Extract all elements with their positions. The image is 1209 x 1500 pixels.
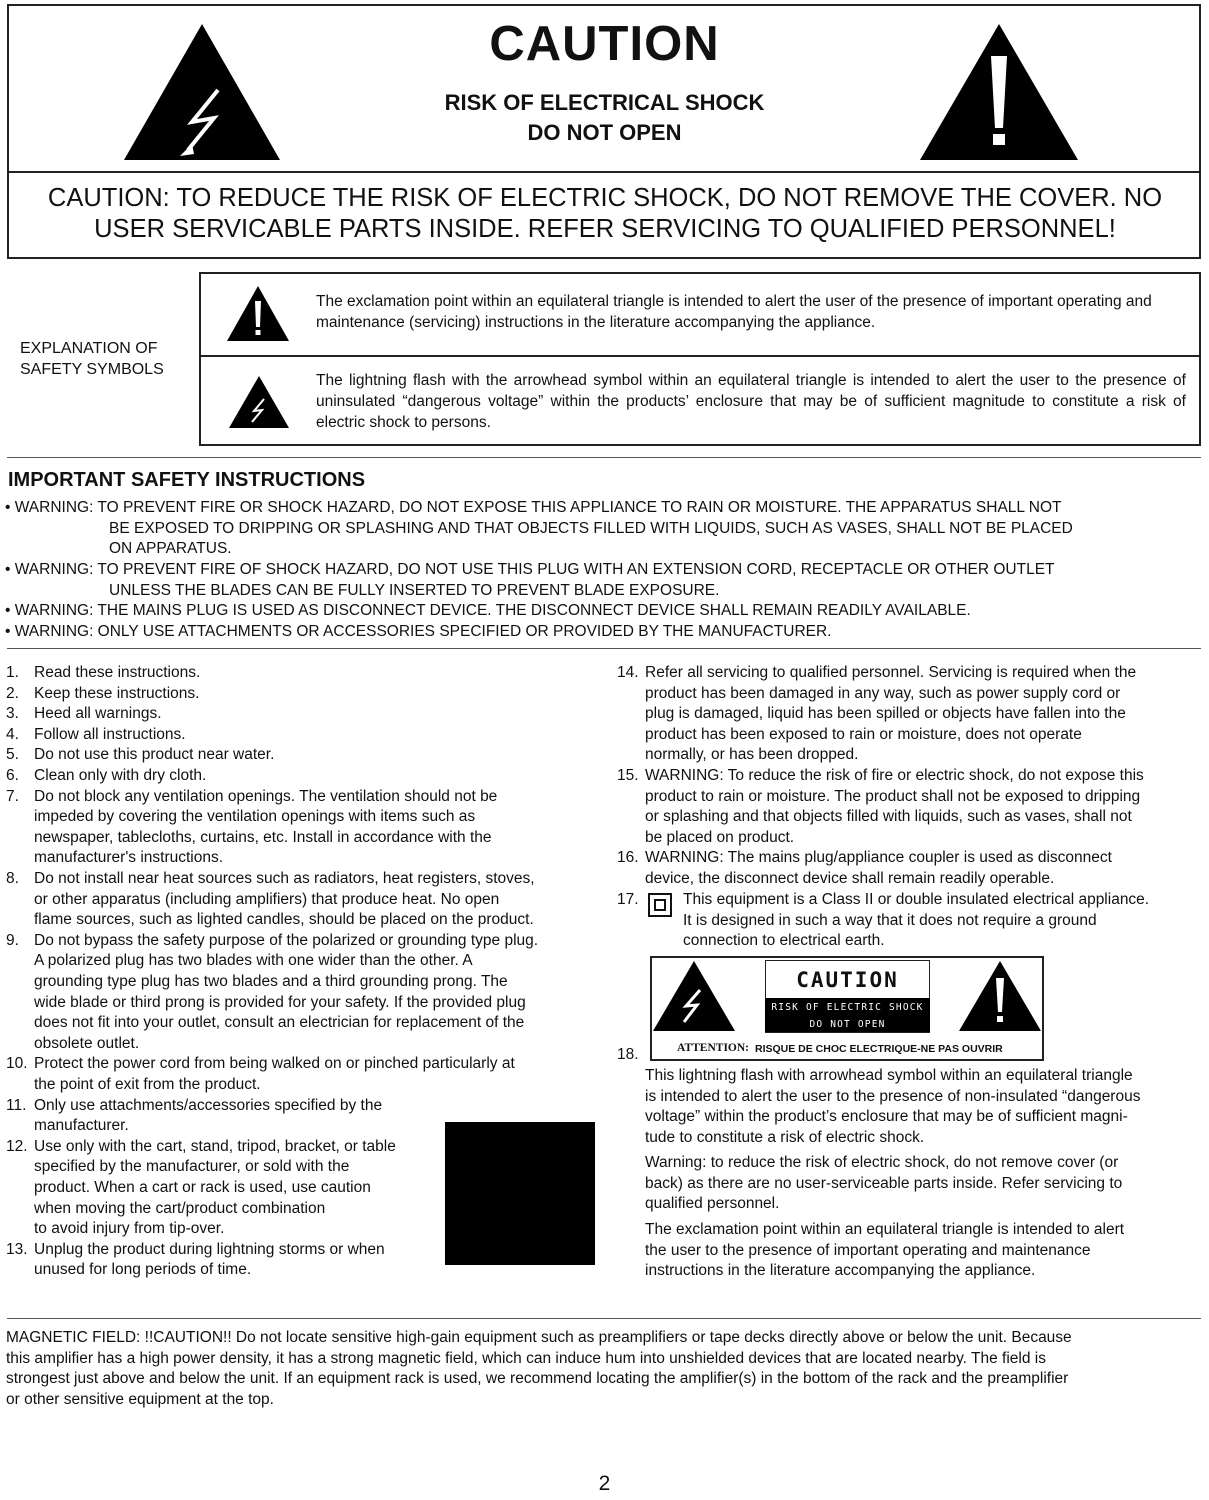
instruction-line: Follow all instructions. (34, 725, 186, 743)
warning-item: • WARNING: TO PREVENT FIRE OR SHOCK HAZARD, DO NOT EXPOSE THIS APPLIANCE TO RAIN OR MOISTURE. THE APPARATUS SHALL NOT BE EXPOSED TO DRIPPING OR SPLASHING AND THAT OBJECTS FILLED WITH LIQUIDS, SUCH AS VASES, SHALL NOT BE PLACED ON APPARATUS. (5, 499, 1073, 557)
safety-title: IMPORTANT SAFETY INSTRUCTIONS (8, 469, 366, 491)
instruction-line: Keep these instructions. (34, 684, 200, 702)
label-attention: ATTENTION: (677, 1042, 749, 1054)
instruction-line: plug is damaged, liquid has been spilled or objects have fallen into the (645, 705, 1126, 723)
cart-warning-image (445, 1122, 595, 1265)
instruction-line: Do not bypass the safety purpose of the polarized or grounding type plug. (34, 931, 539, 949)
instruction-line: grounding type plug has two blades and a third grounding prong. The (34, 972, 508, 990)
symbols-divider (199, 355, 1201, 357)
exclamation-explanation: The exclamation point within an equilateral triangle is intended to alert the user of the presence of important operating and maintenance (servicing) instructions in the literature accompanying the appliance. (316, 293, 1152, 331)
instruction-text (34, 1240, 385, 1281)
instruction-text (34, 1137, 396, 1240)
section-rule (7, 1318, 1201, 1319)
instruction-line: unused for long periods of time. (34, 1261, 252, 1279)
cover-warning (30, 183, 1180, 245)
caution-title: CAUTION (489, 17, 720, 71)
risk-line-1: RISK OF ELECTRICAL SHOCK (444, 90, 765, 115)
label-caution-text: CAUTION (796, 968, 899, 992)
item-18-number: 18. (617, 1046, 639, 1063)
instruction-text (34, 1054, 515, 1095)
instruction-line: Only use attachments/accessories specified by the (34, 1096, 383, 1114)
item-18-paragraph-3: The exclamation point within an equilateral triangle is intended to alert the user to the presence of important operating and maintenance instructions in the literature accompanying the appliance. (645, 1221, 1125, 1280)
instruction-number: 5. (6, 746, 19, 764)
instruction-line: product to rain or moisture. The product shall not be exposed to dripping (645, 787, 1141, 805)
item-18-paragraph-1: This lightning flash with arrowhead symbol within an equilateral triangle is intended to alert the user to the presence of non-insulated “dangerous voltage” within the product’s enclosure that may be of sufficient magni- tude to constitute a risk of electric shock. (645, 1067, 1141, 1146)
instruction-number: 12. (6, 1137, 28, 1155)
instruction-line: when moving the cart/product combination (34, 1199, 326, 1217)
instruction-line: Use only with the cart, stand, tripod, bracket, or table (34, 1137, 396, 1155)
page-number: 2 (598, 1472, 611, 1495)
warning-item: • WARNING: TO PREVENT FIRE OF SHOCK HAZARD, DO NOT USE THIS PLUG WITH AN EXTENSION CORD, RECEPTACLE OR OTHER OUTLET UNLESS THE BLADES CAN BE FULLY INSERTED TO PREVENT BLADE EXPOSURE. (5, 561, 1055, 599)
instruction-line: impeded by covering the ventilation openings with items such as (34, 808, 476, 826)
instruction-line: the point of exit from the product. (34, 1075, 261, 1093)
instruction-text (34, 725, 186, 746)
instruction-line: product. When a cart or rack is used, use caution (34, 1178, 371, 1196)
exclamation-triangle-icon (958, 960, 1042, 1032)
symbols-label (20, 338, 195, 380)
instruction-line: A polarized plug has two blades with one wider than the other. A (34, 952, 473, 970)
cover-warning-line: CAUTION: TO REDUCE THE RISK OF ELECTRIC SHOCK, DO NOT REMOVE THE COVER. NO (47, 184, 1163, 212)
instruction-line: manufacturer's instructions. (34, 849, 224, 867)
instruction-line: manufacturer. (34, 1117, 129, 1135)
instruction-text (645, 766, 1144, 848)
instruction-number: 11. (6, 1096, 27, 1114)
instruction-line: product has been damaged in any way, such as power supply cord or (645, 684, 1121, 702)
instruction-text (34, 869, 535, 931)
exclamation-triangle-icon (226, 285, 290, 342)
header-divider (7, 171, 1201, 173)
instruction-text (645, 663, 1136, 766)
instruction-text (34, 663, 200, 684)
instruction-line: does not fit into your outlet, consult an electrician for replacement of the (34, 1014, 525, 1032)
instruction-line: to avoid injury from tip-over. (34, 1220, 225, 1238)
warning-item: • WARNING: THE MAINS PLUG IS USED AS DISCONNECT DEVICE. THE DISCONNECT DEVICE SHALL REMAIN READILY AVAILABLE. (5, 602, 971, 619)
instruction-line: flame sources, such as lighted candles, should be placed on the product. (34, 911, 534, 929)
symbols-label-line: SAFETY SYMBOLS (20, 361, 164, 378)
instruction-line: or splashing and that objects filled with liquids, such as vases, shall not (645, 808, 1132, 826)
instruction-line: normally, or has been dropped. (645, 746, 859, 764)
instruction-number: 14. (617, 664, 639, 681)
label-attention-text: RISQUE DE CHOC ELECTRIQUE-NE PAS OUVRIR (755, 1043, 1003, 1055)
item-17-text: This equipment is a Class II or double insulated electrical appliance. It is designed in such a way that it does not require a ground connection to electrical earth. (683, 891, 1150, 950)
lightning-triangle-icon (228, 375, 290, 429)
instruction-line: product has been exposed to rain or moisture, does not operate (645, 725, 1082, 743)
instruction-line: device, the disconnect device shall remain readily operable. (645, 869, 1055, 887)
instruction-line: specified by the manufacturer, or sold with the (34, 1158, 350, 1176)
label-risk-text: RISK OF ELECTRIC SHOCK (771, 1002, 924, 1013)
instruction-line: wide blade or third prong is provided for your safety. If the provided plug (34, 993, 526, 1011)
instruction-number: 10. (6, 1055, 28, 1073)
instruction-text (645, 848, 1112, 889)
instruction-line: Do not install near heat sources such as radiators, heat registers, stoves, (34, 870, 535, 887)
symbols-label-line: EXPLANATION OF (20, 340, 158, 357)
instruction-number: 16. (617, 849, 639, 867)
instruction-line: newspaper, tablecloths, curtains, etc. Install in accordance with the (34, 828, 492, 846)
label-not-open-text: DO NOT OPEN (809, 1019, 886, 1030)
instruction-number: 1. (6, 664, 19, 681)
instruction-line: Unplug the product during lightning storms or when (34, 1240, 385, 1258)
instruction-line: Heed all warnings. (34, 705, 162, 723)
instruction-text (34, 684, 199, 705)
instruction-line: Read these instructions. (34, 664, 201, 681)
lightning-triangle-icon (652, 960, 736, 1032)
instruction-line: Clean only with dry cloth. (34, 767, 207, 784)
class-ii-double-square-icon (648, 893, 672, 917)
instruction-number: 8. (6, 870, 19, 887)
instruction-number: 4. (6, 725, 19, 743)
risk-line-2: DO NOT OPEN (527, 120, 682, 145)
instruction-text (34, 766, 206, 787)
instruction-text (34, 704, 162, 725)
lightning-explanation: The lightning flash with the arrowhead symbol within an equilateral triangle is intended to alert the user to the presence of uninsulated “dangerous voltage” within the products’ enclosure that may be of sufficient magnitude to constitute a risk of electric shock to persons. (316, 372, 1186, 431)
section-rule (7, 648, 1201, 649)
instruction-number: 3. (6, 705, 19, 723)
item-18-paragraph-2: Warning: to reduce the risk of electric shock, do not remove cover (or back) as there are no user-serviceable parts inside. Refer servicing to qualified personnel. (645, 1154, 1123, 1213)
instruction-line: Refer all servicing to qualified personnel. Servicing is required when the (645, 664, 1137, 681)
instruction-line: Protect the power cord from being walked on or pinched particularly at (34, 1055, 515, 1073)
instruction-number: 13. (6, 1240, 28, 1258)
cover-warning-line: USER SERVICABLE PARTS INSIDE. REFER SERVICING TO QUALIFIED PERSONNEL! (94, 215, 1116, 243)
instruction-line: WARNING: The mains plug/appliance coupler is used as disconnect (645, 849, 1112, 867)
instruction-line: Do not use this product near water. (34, 746, 275, 764)
instruction-line: be placed on product. (645, 828, 795, 846)
warning-item: • WARNING: ONLY USE ATTACHMENTS OR ACCESSORIES SPECIFIED OR PROVIDED BY THE MANUFACTURER. (5, 623, 832, 640)
instruction-line: Do not block any ventilation openings. The ventilation should not be (34, 787, 498, 805)
instruction-text (34, 1096, 382, 1137)
magnetic-field-notice: MAGNETIC FIELD: !!CAUTION!! Do not locate sensitive high-gain equipment such as preamplifiers or tape decks directly above or below the unit. Because this amplifier has a high power density, it has a strong magnetic field, which can induce hum into unshielded devices that are located nearby. The field is strongest just above and below the unit. If an equipment rack is used, we recommend locating the amplifier(s) in the bottom of the rack and the preamplifier or other sensitive equipment at the top. (6, 1329, 1072, 1408)
instruction-number: 9. (6, 931, 19, 949)
instruction-number: 15. (617, 767, 639, 784)
instruction-text (34, 745, 274, 766)
instruction-text (34, 931, 538, 1055)
instruction-number: 7. (6, 787, 19, 805)
instruction-line: WARNING: To reduce the risk of fire or electric shock, do not expose this (645, 767, 1144, 784)
instruction-text (34, 787, 497, 869)
section-rule (7, 457, 1201, 458)
instruction-line: or other apparatus (including amplifiers) that produce heat. No open (34, 890, 500, 908)
instruction-line: obsolete outlet. (34, 1034, 140, 1052)
instruction-number: 2. (6, 684, 19, 702)
instruction-number: 6. (6, 767, 19, 784)
